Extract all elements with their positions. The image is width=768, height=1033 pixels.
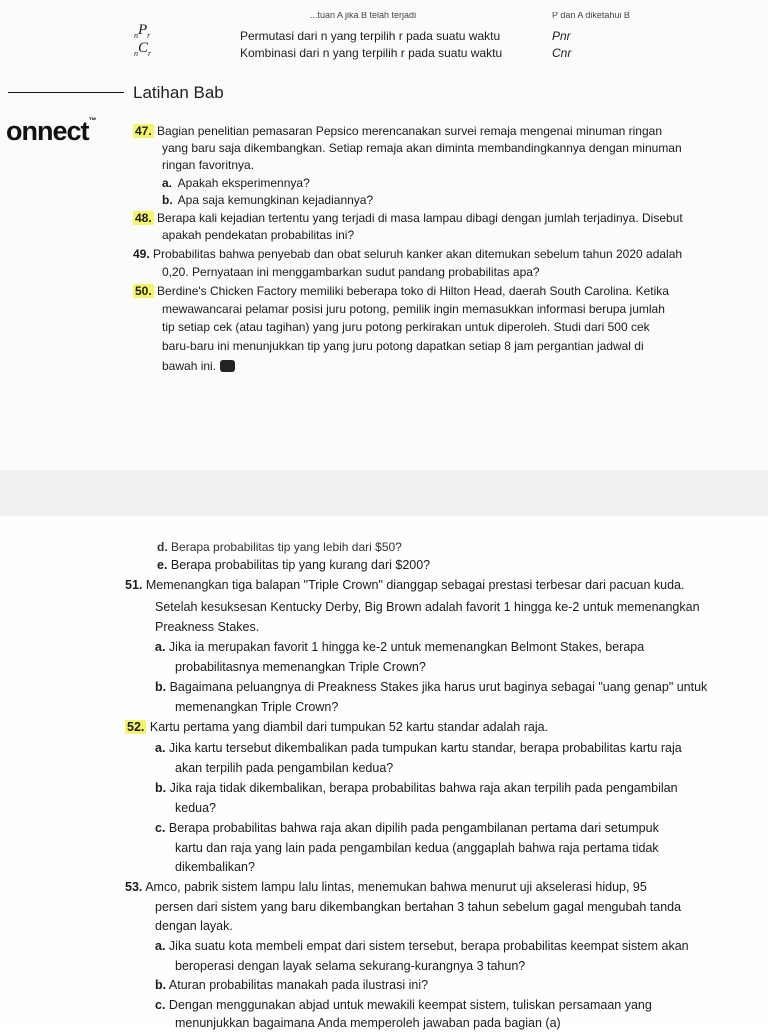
connect-logo-tm: ™ <box>88 116 96 125</box>
question-52-line-1: Kartu pertama yang diambil dari tumpukan 52 kartu standar adalah raja. <box>149 720 549 734</box>
question-50-part-d: d. Berapa probabilitas tip yang lebih dari $50? <box>157 540 402 554</box>
question-53-part-c-line-2: menunjukkan bagaimana Anda memperoleh jawaban pada bagian (a) <box>175 1016 561 1030</box>
question-52-part-c-line-3: dikembalikan? <box>175 860 255 874</box>
question-53 <box>125 878 647 897</box>
question-49-line-1: Probabilitas bahwa penyebab dan obat seluruh kanker akan ditemukan sebelum tahun 2020 adalah <box>153 247 683 261</box>
connect-logo <box>6 116 96 147</box>
question-50-line-5: bawah ini. <box>162 357 235 375</box>
question-52-number: 52. <box>127 720 145 734</box>
question-51-part-b: b. Bagaimana peluangnya di Preakness Stakes jika harus urut baginya sebagai "uang genap" untuk <box>155 680 708 694</box>
question-52 <box>125 718 548 737</box>
page-separator <box>0 470 768 516</box>
question-47-line-3: ringan favoritnya. <box>162 158 255 172</box>
question-50-line-4: baru-baru ini menunjukkan tip yang juru potong dapatkan setiap 8 jam pergantian jadwal di <box>162 339 644 353</box>
question-51-part-a-line-2: probabilitasnya memenangkan Triple Crown? <box>175 660 426 674</box>
notation-desc-permutation: Permutasi dari n yang terpilih r pada suatu waktu <box>240 29 501 43</box>
question-51-part-b-line-2: memenangkan Triple Crown? <box>175 700 339 714</box>
question-48-number: 48. <box>135 211 152 225</box>
question-49 <box>133 245 682 263</box>
question-50-line-1: Berdine's Chicken Factory memiliki beberapa toko di Hilton Head, daerah South Carolina. Ketika <box>157 284 669 298</box>
connect-logo-text: onnect <box>6 116 89 146</box>
section-rule <box>8 92 124 93</box>
question-50-part-e: e. Berapa probabilitas tip yang kurang dari $200? <box>157 558 431 572</box>
question-52-part-b-line-2: kedua? <box>175 801 217 815</box>
question-51-line-2: Setelah kesuksesan Kentucky Derby, Big Brown adalah favorit 1 hingga ke-2 untuk memenangkan <box>155 600 700 614</box>
cutoff-text-left: ...tuan A jika B telah terjadi <box>310 12 417 20</box>
question-51-line-1: Memenangkan tiga balapan "Triple Crown" dianggap sebagai prestasi terbesar dari pacuan kuda. <box>145 578 685 592</box>
question-53-line-1: Amco, pabrik sistem lampu lalu lintas, menemukan bahwa menurut uji akselerasi hidup, 95 <box>145 880 647 894</box>
question-50-line-2: mewawancarai pelamar posisi juru potong, pemilik ingin memasukkan informasi berupa jumlah <box>162 302 665 316</box>
question-53-part-a-line-2: beroperasi dengan layak selama sekurang-kurangnya 3 tahun? <box>175 959 526 973</box>
question-47-line-2: yang baru saja dikembangkan. Setiap remaja akan diminta membandingkannya dengan minuman <box>162 141 682 155</box>
question-48 <box>133 209 683 227</box>
question-49-number: 49. <box>133 247 150 261</box>
section-title: Latihan Bab <box>133 83 224 102</box>
question-48-line-1: Berapa kali kejadian tertentu yang terjadi di masa lampau dibagi dengan jumlah terjadinya. Disebut <box>157 211 683 225</box>
question-49-line-2: 0,20. Pernyataan ini menggambarkan sudut pandang probabilitas apa? <box>162 265 540 279</box>
question-51-line-3: Preakness Stakes. <box>155 620 260 634</box>
question-52-part-a: a. Jika kartu tersebut dikembalikan pada tumpukan kartu standar, berapa probabilitas kartu raja <box>155 741 682 755</box>
question-53-line-3: dengan layak. <box>155 919 233 933</box>
question-50-number: 50. <box>135 284 152 298</box>
question-53-number: 53. <box>125 880 143 894</box>
question-52-part-c: c. Berapa probabilitas bahwa raja akan dipilih pada pengambilanan pertama dari setumpuk <box>155 821 659 835</box>
notation-abbr-cnr: Cnr <box>552 46 572 60</box>
question-50-line-3: tip setiap cek (atau tagihan) yang juru potong perkirakan untuk diperoleh. Studi dari 500 cek <box>162 320 650 334</box>
question-53-part-b: b. Aturan probabilitas manakah pada ilustrasi ini? <box>155 978 429 992</box>
question-52-part-c-line-2: kartu dan raja yang lain pada pengambilan kedua (anggaplah bahwa raja pertama tidak <box>175 841 659 855</box>
question-51-part-a: a. Jika ia merupakan favorit 1 hingga ke-2 untuk memenangkan Belmont Stakes, berapa <box>155 640 645 654</box>
question-51-number: 51. <box>125 578 143 592</box>
question-53-part-c: c. Dengan menggunakan abjad untuk mewakili keempat sistem, tuliskan persamaan yang <box>155 998 652 1012</box>
notation-symbol-c: $_nC_r$ <box>134 40 152 58</box>
question-52-part-a-line-2: akan terpilih pada pengambilan kedua? <box>175 761 394 775</box>
notation-desc-combination: Kombinasi dari n yang terpilih r pada suatu waktu <box>240 46 503 60</box>
question-47-line-1: Bagian penelitian pemasaran Pepsico merencanakan survei remaja mengenai minuman ringan <box>157 124 662 138</box>
question-50 <box>133 282 669 300</box>
question-51 <box>125 576 684 595</box>
question-47 <box>133 122 662 140</box>
question-53-part-a: a. Jika suatu kota membeli empat dari sistem tersebut, berapa probabilitas keempat sistem akan <box>155 939 689 953</box>
cutoff-text-right: P dan A diketahui B <box>552 12 630 20</box>
notation-abbr-pnr: Pnr <box>552 29 571 43</box>
question-53-line-2: persen dari sistem yang baru dikembangkan bertahan 3 tahun sebelum gagal mengubah tanda <box>155 900 682 914</box>
question-47-number: 47. <box>135 124 152 138</box>
question-52-part-b: b. Jika raja tidak dikembalikan, berapa probabilitas bahwa raja akan terpilih pada pengambilan <box>155 781 678 795</box>
notation-symbol-p: $_nP_r$ <box>134 22 151 40</box>
page-top <box>0 0 768 470</box>
question-48-line-2: apakah pendekatan probabilitas ini? <box>162 228 355 242</box>
question-47-part-b: b. Apa saja kemungkinan kejadiannya? <box>162 193 374 207</box>
question-47-part-a: a. Apakah eksperimennya? <box>162 176 310 190</box>
calculator-icon <box>220 360 235 372</box>
